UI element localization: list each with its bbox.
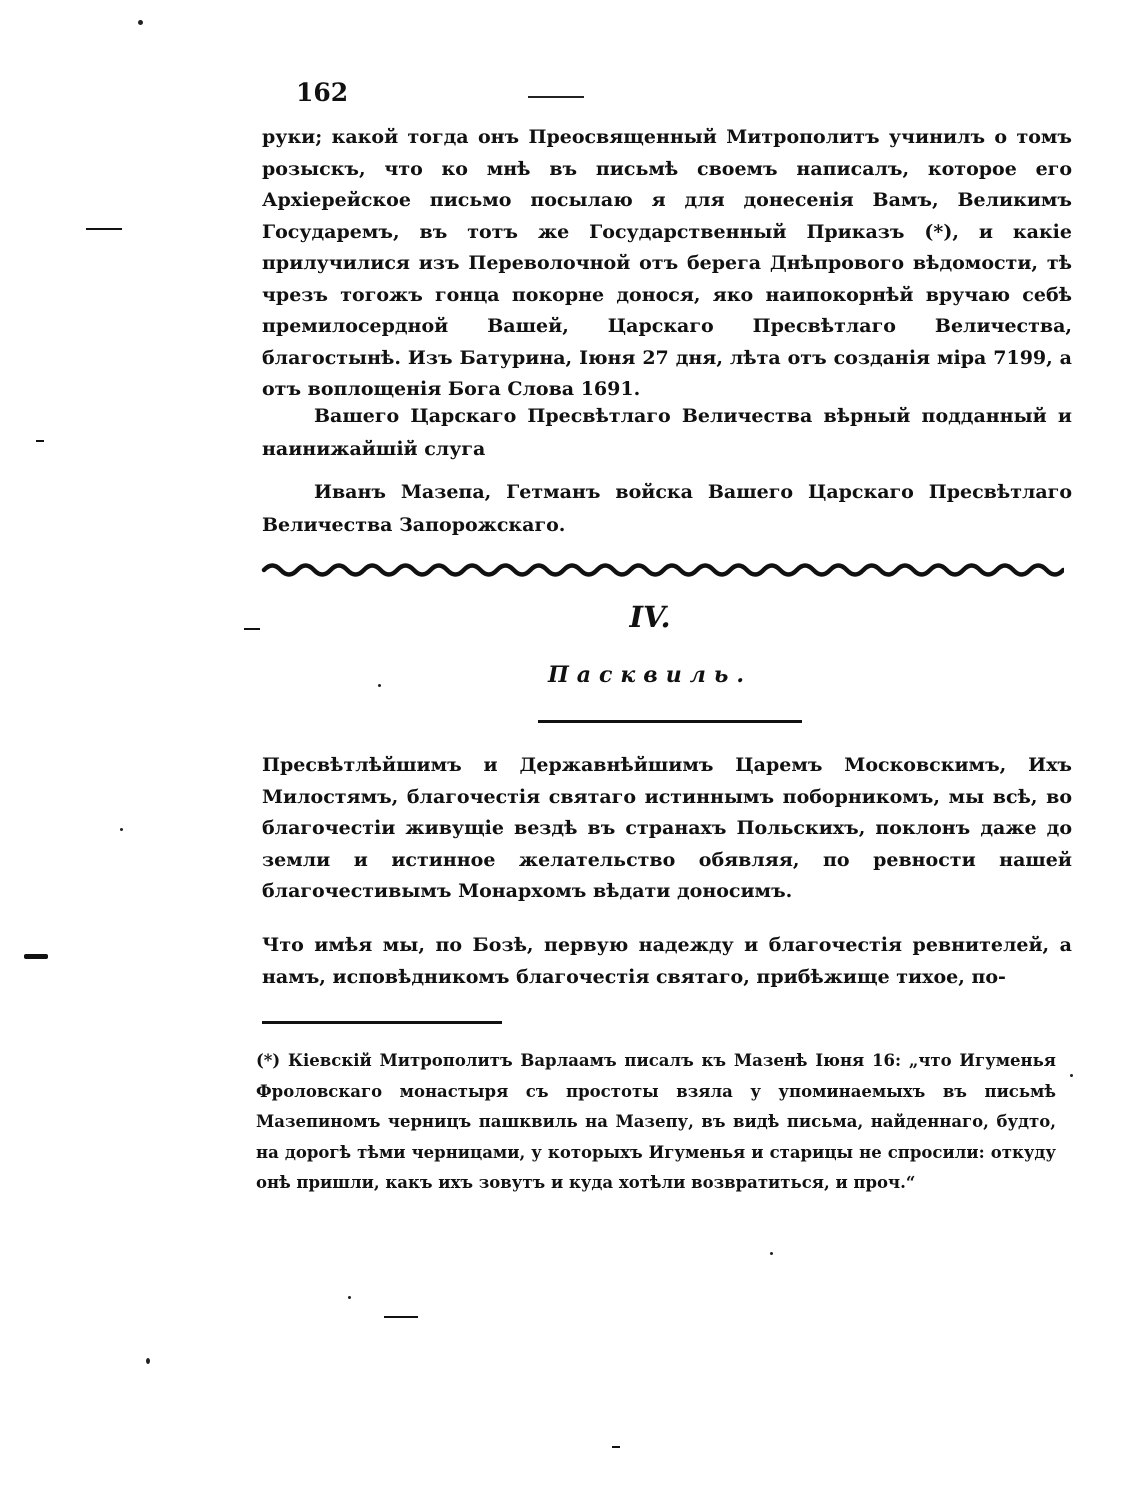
scan-speck	[770, 1252, 773, 1255]
title-rule	[538, 720, 802, 723]
margin-mark	[86, 228, 122, 230]
paragraph-3-text: Что имѣя мы, по Бозѣ, первую надежду и благочестія ревнителей, а намъ, исповѣдникомъ благочестія святаго, прибѣжище тихое, по-	[262, 934, 1072, 988]
scan-speck	[378, 684, 381, 687]
paragraph-2	[262, 750, 1072, 908]
header-dash	[528, 96, 584, 98]
section-title: Пасквиль.	[547, 662, 753, 688]
section-number: IV.	[629, 600, 671, 634]
scan-speck	[138, 20, 143, 25]
signature-line-1: Вашего Царскаго Пресвѣтлаго Величества вѣрный подданный и наинижайшій слуга	[262, 405, 1072, 460]
scan-speck	[146, 1358, 150, 1364]
scan-speck	[1070, 1074, 1073, 1077]
margin-mark	[36, 440, 44, 442]
wavy-divider	[260, 558, 1064, 582]
margin-mark	[384, 1316, 418, 1318]
margin-mark	[612, 1446, 620, 1448]
paragraph-3	[262, 930, 1072, 993]
scan-speck	[348, 1296, 351, 1299]
margin-mark	[244, 628, 260, 630]
footnote: (*) Кіевскій Митрополитъ Варлаамъ писалъ къ Мазенѣ Іюня 16: „что Игуменья Фроловскаго монастыря съ простоты взяла у упоминаемыхъ въ письмѣ Мазепиномъ черницъ пашквиль на Мазепу, въ видѣ письма, найденнаго, будто, на дорогѣ тѣми черницами, у которыхъ Игуменья и старицы не спросили: откуду онѣ пришли, какъ ихъ зовутъ и куда хотѣли возвратиться, и проч.“	[256, 1051, 1056, 1192]
top-paragraph	[262, 122, 1072, 406]
scan-speck	[120, 828, 123, 831]
margin-mark	[24, 954, 48, 959]
footnote-rule	[262, 1021, 502, 1024]
paragraph-2-text: Пресвѣтлѣйшимъ и Державнѣйшимъ Царемъ Московскимъ, Ихъ Милостямъ, благочестія святаго истиннымъ поборникомъ, мы всѣ, во благочестіи живущіе вездѣ въ странахъ Польскихъ, поклонъ даже до земли и истинное желательство обявляя, по ревности нашей благочестивымъ Монархомъ вѣдати доносимъ.	[262, 754, 1072, 902]
signature-line-2: Иванъ Мазепа, Гетманъ войска Вашего Царскаго Пресвѣтлаго Величества Запорожскаго.	[262, 481, 1072, 536]
page-number: 162	[296, 78, 349, 107]
top-paragraph-text: руки; какой тогда онъ Преосвященный Митрополитъ учинилъ о томъ розыскъ, что ко мнѣ въ письмѣ своемъ написалъ, которое его Архіерейское письмо посылаю я для донесенія Вамъ, Великимъ Государемъ, въ тотъ же Государственный Приказъ (*), и какіе прилучилися изъ Переволочной отъ берега Днѣпрового вѣдомости, тѣ чрезъ тогожъ гонца покорне донося, яко наипокорнѣй вручаю себѣ премилосердной Вашей, Царскаго Пресвѣтлаго Величества, благостынѣ. Изъ Батурина, Іюня 27 дня, лѣта отъ созданія міра 7199, а отъ воплощенія Бога Слова 1691.	[262, 126, 1072, 400]
